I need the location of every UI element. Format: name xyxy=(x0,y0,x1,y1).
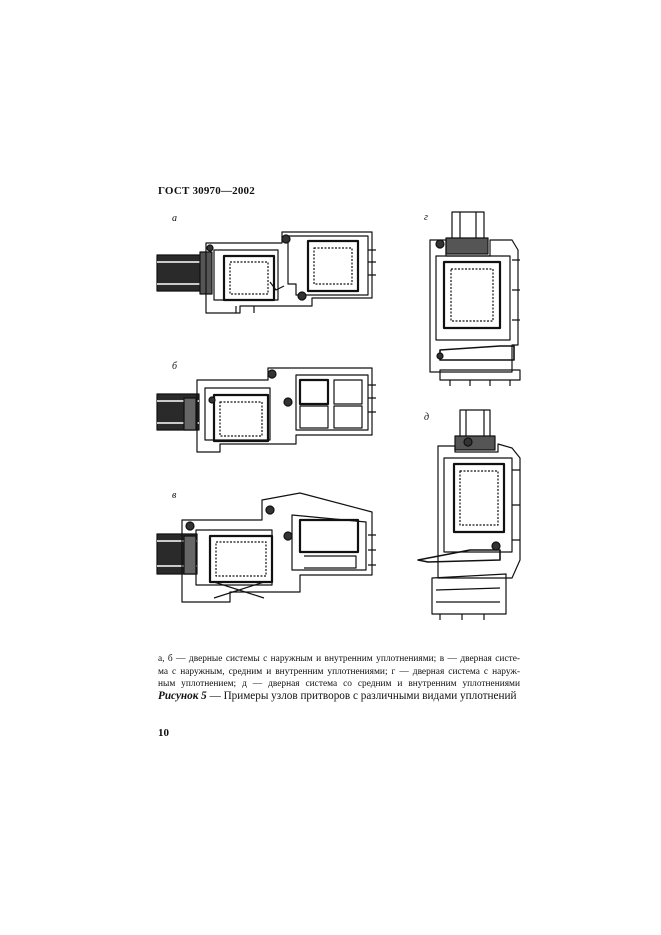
detail-g-drawing xyxy=(430,212,520,386)
figure-label-v: в xyxy=(172,490,177,501)
detail-a-drawing xyxy=(157,232,376,313)
detail-b-drawing xyxy=(157,368,376,452)
detail-v-drawing xyxy=(157,493,376,602)
figure-label-g: г xyxy=(424,212,428,223)
figure-label-b: б xyxy=(172,361,178,372)
figure-title xyxy=(158,690,524,702)
caption-line-1: а, б — дверные системы с наружным и внутренним уплотнениями; в — дверная систе- xyxy=(158,654,520,664)
caption-line-2: ма с наружным, средним и внутренним уплотнениями; г — дверная система с наруж- xyxy=(158,666,520,677)
document-header: ГОСТ 30970—2002 xyxy=(158,185,255,197)
figure-label-a: а xyxy=(172,213,177,224)
detail-d-drawing xyxy=(418,410,520,620)
figure-label-d: д xyxy=(424,412,430,423)
caption-line-3: ным уплотнением; д — дверная система со средним и внутренним уплотнениями xyxy=(158,679,520,690)
figure-title-label: Рисунок 5 xyxy=(158,690,207,702)
figure-caption xyxy=(158,653,520,691)
figure-title-text: — Примеры узлов притворов с различными видами уплотнений xyxy=(206,690,517,702)
page-number: 10 xyxy=(158,727,169,739)
